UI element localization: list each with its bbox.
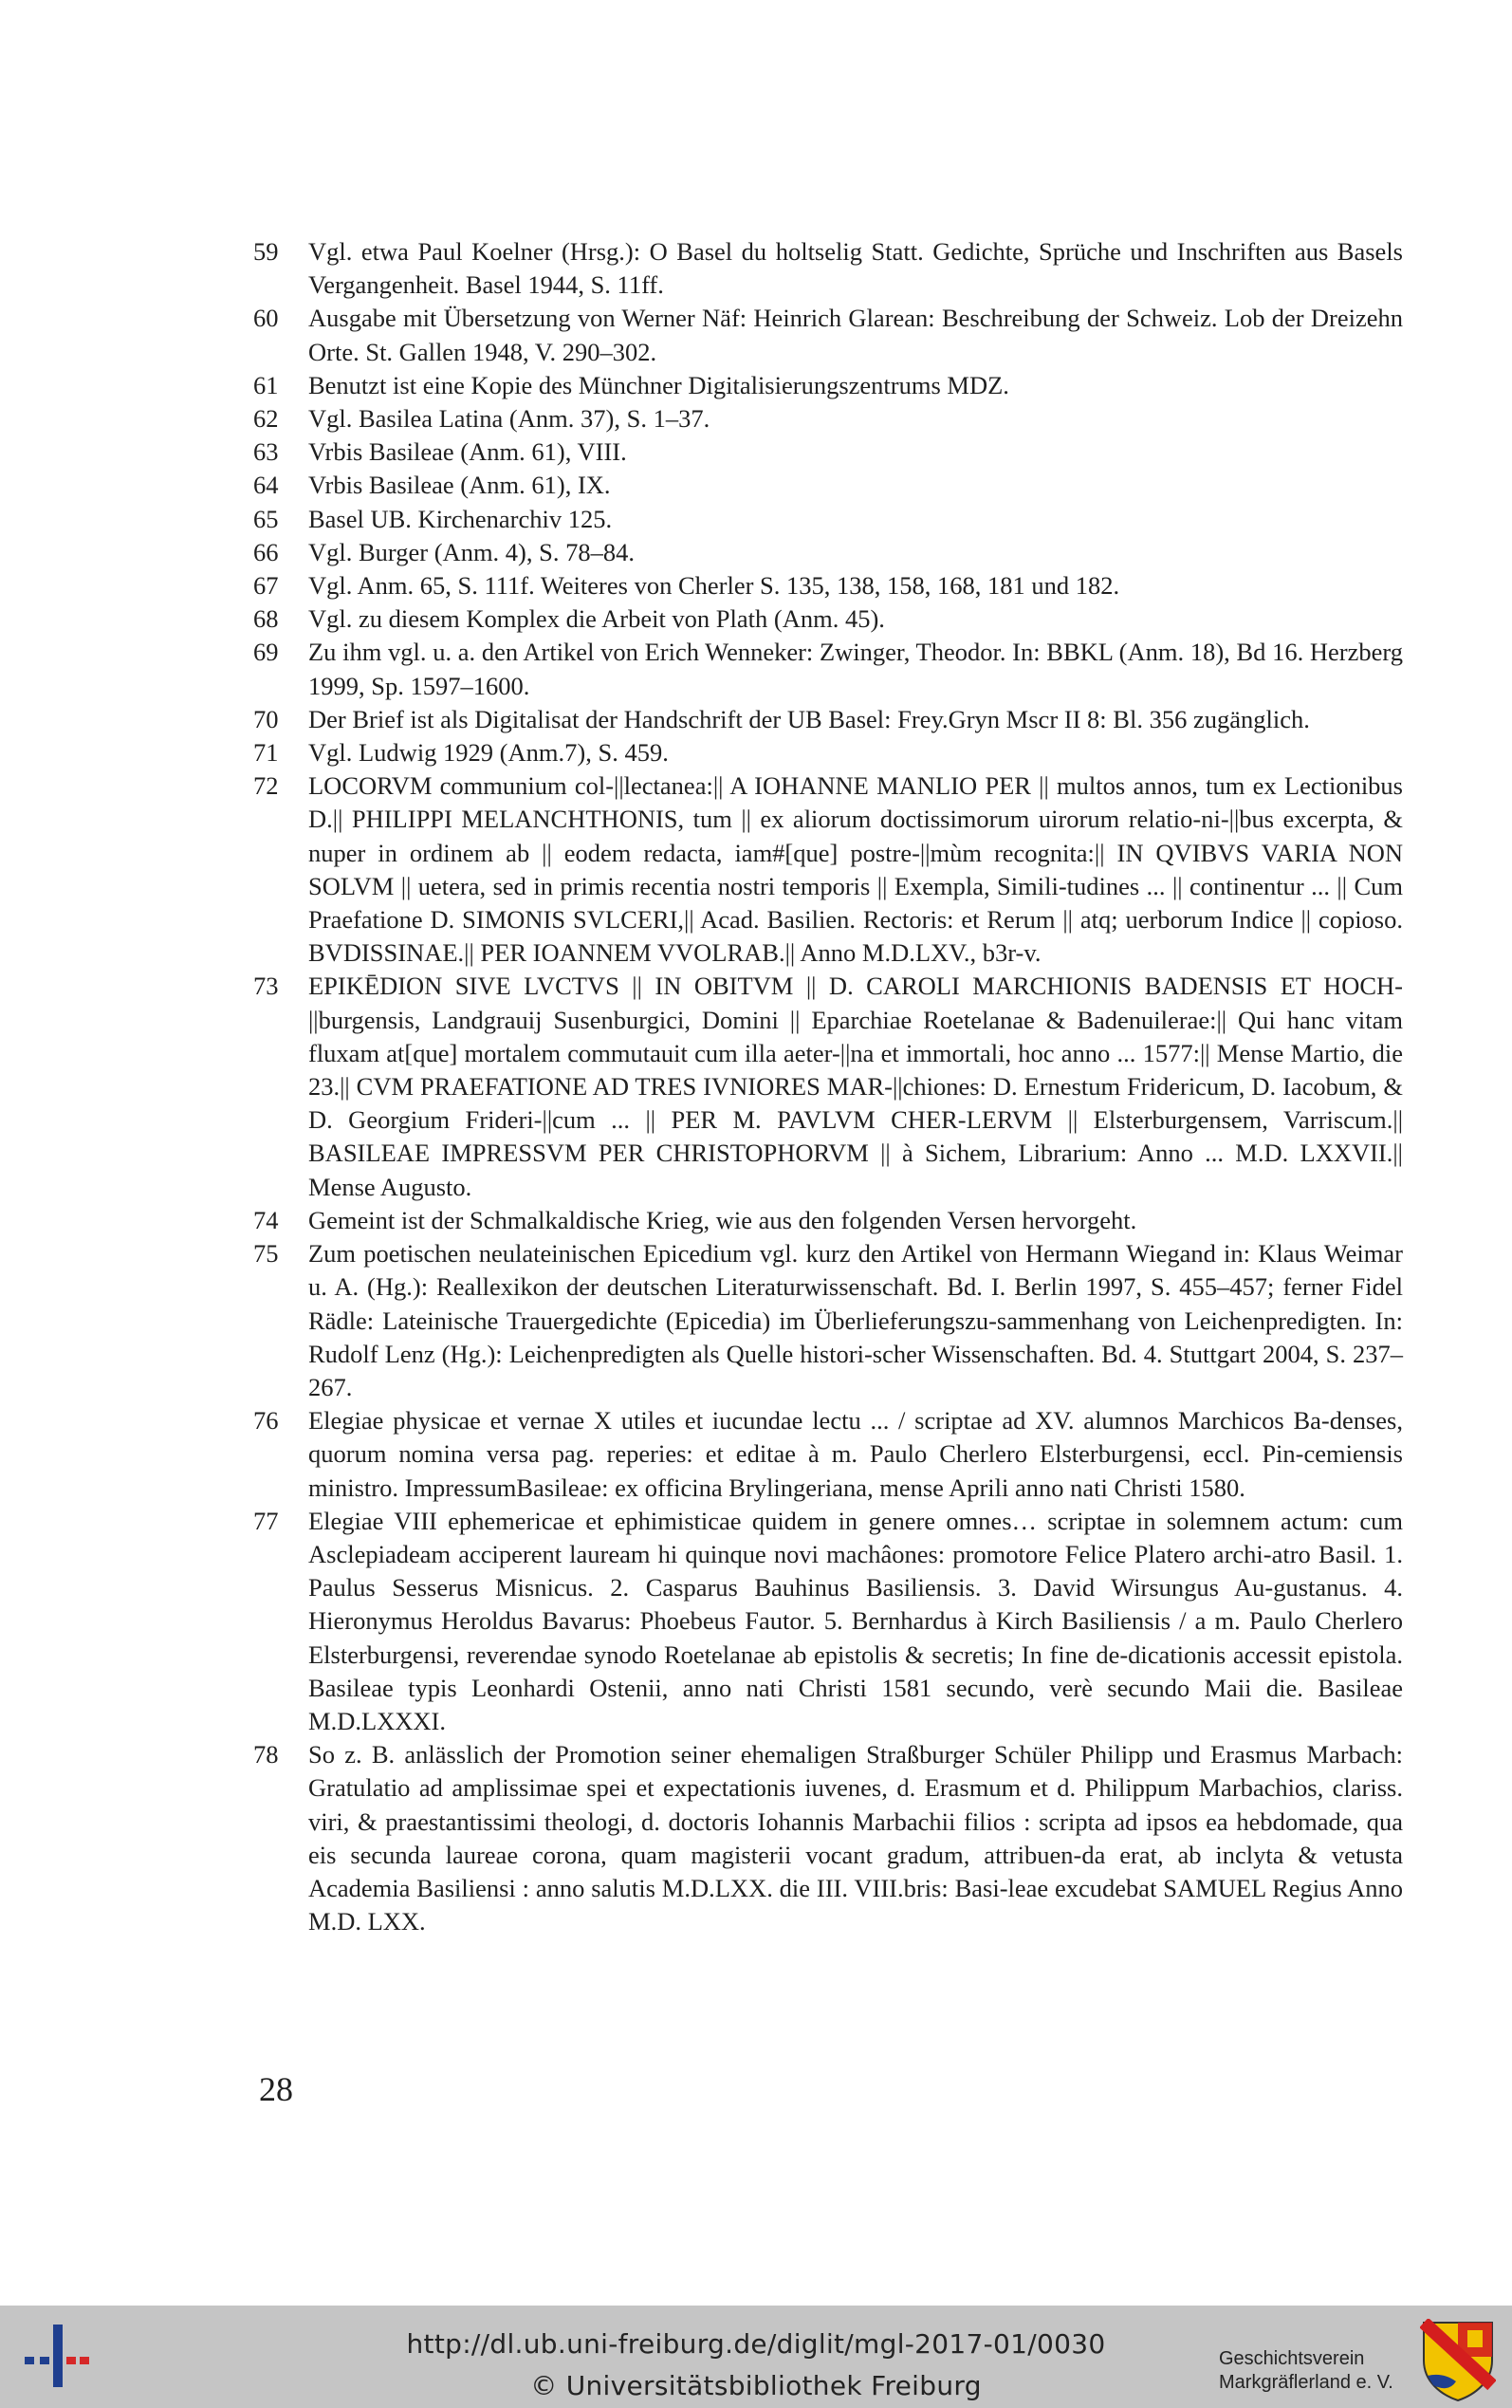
footnote-item bbox=[253, 636, 1403, 702]
footnote-item bbox=[253, 1404, 1403, 1505]
footnote-number: 65 bbox=[253, 504, 279, 533]
footnote-number: 60 bbox=[253, 304, 279, 333]
footnote-number: 69 bbox=[253, 638, 279, 667]
footnote-number: 73 bbox=[253, 972, 279, 1001]
footnote-number: 75 bbox=[253, 1239, 279, 1269]
footer-url-link[interactable]: http://dl.ub.uni-freiburg.de/diglit/mgl-2017-01/0030 bbox=[406, 2328, 1106, 2360]
footnote-text: Zu ihm vgl. u. a. den Artikel von Erich Wenneker: Zwinger, Theodor. In: BBKL (Anm. 18), Bd 16. Herzberg 1999, Sp. 1597–1600. bbox=[308, 638, 1403, 700]
organization-name bbox=[1219, 2347, 1393, 2395]
footnote-item bbox=[253, 736, 1403, 769]
footnote-item bbox=[253, 536, 1403, 569]
footnote-item bbox=[253, 469, 1403, 502]
footnote-item bbox=[253, 1204, 1403, 1237]
footnote-item bbox=[253, 503, 1403, 536]
footnote-item bbox=[253, 703, 1403, 736]
footnote-item bbox=[253, 769, 1403, 970]
footnote-number: 61 bbox=[253, 370, 279, 399]
footer-copyright: © Universitätsbibliothek Freiburg bbox=[530, 2370, 982, 2401]
footnote-number: 59 bbox=[253, 237, 279, 266]
footnote-number: 77 bbox=[253, 1506, 279, 1535]
footnote-item bbox=[253, 235, 1403, 302]
footnote-number: 68 bbox=[253, 604, 279, 634]
footnote-text: Vgl. zu diesem Komplex die Arbeit von Plath (Anm. 45). bbox=[308, 604, 885, 634]
footnote-text: Zum poetischen neulateinischen Epicedium vgl. kurz den Artikel von Hermann Wiegand in: Klaus Weimar u. A. (Hg.): Reallexikon der deutschen Literaturwissenschaft. Bd. I. Berlin 1997, S. 455–457; ferner Fidel Rädle: Lateinische Trauergedichte (Epicedia) im Überlieferungszu-sammenhang von Leichenpredigten. In: Rudolf Lenz (Hg.): Leichenpredigten als Quelle histori-scher Wissenschaften. Bd. 4. Stuttgart 2004, S. 237–267. bbox=[308, 1239, 1403, 1401]
footnote-text: Vgl. Burger (Anm. 4), S. 78–84. bbox=[308, 537, 635, 566]
footnote-number: 67 bbox=[253, 571, 279, 601]
footnote-number: 62 bbox=[253, 404, 279, 434]
footnote-text: Elegiae VIII ephemericae et ephimisticae quidem in genere omnes… scriptae in solemnem actum: cum Asclepiadeam acciperent lauream hi quinque novi machâones: promotore Felice Platero archi-atro Basil. 1. Paulus Sesserus Misnicus. 2. Casparus Bauhinus Basiliensis. 3. David Wirsungus Au-gustanus. 4. Hieronymus Heroldus Bavarus: Phoebeus Fautor. 5. Bernhardus à Kirch Basiliensis / a m. Paulo Cherlero Elsterburgensi, reverendae synodo Roetelanae ab epistolis & secretis; In fine de-dicationis accessit epistola. Basileae typis Leonhardi Ostenii, anno nati Christi 1581 secundo, verè secundo Maii die. Basileae M.D.LXXXI. bbox=[308, 1506, 1403, 1735]
footnote-item bbox=[253, 369, 1403, 402]
footnote-number: 70 bbox=[253, 704, 279, 733]
markgraeflerland-crest-icon bbox=[1420, 2319, 1496, 2402]
footnote-text: Vgl. Anm. 65, S. 111f. Weiteres von Cherler S. 135, 138, 158, 168, 181 und 182. bbox=[308, 571, 1120, 601]
footnotes-list bbox=[253, 235, 1403, 1938]
footnote-number: 74 bbox=[253, 1205, 279, 1234]
page-number: 28 bbox=[259, 2070, 293, 2108]
footnote-text: Vrbis Basileae (Anm. 61), IX. bbox=[308, 471, 611, 500]
footer-bar bbox=[0, 2306, 1512, 2408]
footnote-number: 76 bbox=[253, 1406, 279, 1436]
footnote-text: Ausgabe mit Übersetzung von Werner Näf: Heinrich Glarean: Beschreibung der Schweiz. Lob der Dreizehn Orte. St. Gallen 1948, V. 290–302. bbox=[308, 304, 1403, 366]
footnote-number: 63 bbox=[253, 437, 279, 467]
organization-name-line2: Markgräflerland e. V. bbox=[1219, 2372, 1393, 2393]
footnote-item bbox=[253, 970, 1403, 1203]
footnote-number: 66 bbox=[253, 537, 279, 566]
footnote-number: 64 bbox=[253, 471, 279, 500]
organization-name-line1: Geschichtsverein bbox=[1219, 2348, 1365, 2369]
footnote-text: Der Brief ist als Digitalisat der Handschrift der UB Basel: Frey.Gryn Mscr II 8: Bl. 356 zugänglich. bbox=[308, 704, 1310, 733]
footnote-text: LOCORVM communium col-||lectanea:|| A IOHANNE MANLIO PER || multos annos, tum ex Lectionibus D.|| PHILIPPI MELANCHTHONIS, tum || ex aliorum doctissimorum uirorum relatio-ni-||bus excerpta, & nuper in ordinem ab || eodem redacta, iam#[que] postre-||mùm recognita:|| IN QVIBVS VARIA NON SOLVM || uetera, sed in primis recentia nostri temporis || Exempla, Simili-tudines ... || continentur ... || Cum Praefatione D. SIMONIS SVLCERI,|| Acad. Basilien. Rectoris: et Rerum || atq; uerborum Indice || copioso. BVDISSINAE.|| PER IOANNEM VVOLRAB.|| Anno M.D.LXV., b3r-v. bbox=[308, 771, 1403, 968]
footnote-item bbox=[253, 435, 1403, 469]
footnote-item bbox=[253, 602, 1403, 636]
footnote-text: Vgl. etwa Paul Koelner (Hrsg.): O Basel du holtselig Statt. Gedichte, Sprüche und Inschriften aus Basels Vergangenheit. Basel 1944, S. 11ff. bbox=[308, 237, 1403, 300]
footnote-item bbox=[253, 302, 1403, 368]
footnote-text: EPIKĒDION SIVE LVCTVS || IN OBITVM || D. CAROLI MARCHIONIS BADENSIS ET HOCH-||burgensis, Landgrauij Susenburgici, Domini || Eparchiae Roetelanae & Badenuilerae:|| Qui hanc vitam fluxam at[que] mortalem commutauit cum illa aeter-||na et immortali, hoc anno ... 1577:|| Mense Martio, die 23.|| CVM PRAEFATIONE AD TRES IVNIORES MAR-||chiones: D. Ernestum Fridericum, D. Iacobum, & D. Georgium Frideri-||cum ... || PER M. PAVLVM CHER-LERVM || Elsterburgensem, Varriscum.|| BASILEAE IMPRESSVM PER CHRISTOPHORVM || à Sichem, Librarium: Anno ... M.D. LXXVII.|| Mense Augusto. bbox=[308, 972, 1403, 1201]
footnote-item bbox=[253, 402, 1403, 435]
footnote-number: 71 bbox=[253, 738, 279, 768]
footnote-number: 78 bbox=[253, 1740, 279, 1769]
footnote-number: 72 bbox=[253, 771, 279, 801]
footnote-text: So z. B. anlässlich der Promotion seiner ehemaligen Straßburger Schüler Philipp und Erasmus Marbach: Gratulatio ad amplissimae spei et expectationis iuvenes, d. Erasmum et d. Philippum Marbachios, clariss. viri, & praestantissimi theologi, d. doctoris Iohannis Marbachii filios : scripta ad ipsos ea hebdomade, qua eis secunda laureae corona, quam magisterii vocant gradum, attribuen-da erat, ab inclyta & vetusta Academia Basiliensi : anno salutis M.D.LXX. die III. VIII.bris: Basi-leae excudebat SAMUEL Regius Anno M.D. LXX. bbox=[308, 1740, 1403, 1936]
footnote-item bbox=[253, 569, 1403, 602]
footnote-item bbox=[253, 1237, 1403, 1404]
footnote-text: Vgl. Basilea Latina (Anm. 37), S. 1–37. bbox=[308, 404, 710, 434]
footnote-text: Elegiae physicae et vernae X utiles et iucundae lectu ... / scriptae ad XV. alumnos Marchicos Ba-denses, quorum nomina versa pag. reperies: et editae à m. Paulo Cherlero Elsterburgensi, eccl. Pin-cemiensis ministro. ImpressumBasileae: ex officina Brylingeriana, mense Aprili anno nati Christi 1580. bbox=[308, 1406, 1403, 1502]
footnote-text: Gemeint ist der Schmalkaldische Krieg, wie aus den folgenden Versen hervorgeht. bbox=[308, 1205, 1137, 1234]
footnote-text: Vgl. Ludwig 1929 (Anm.7), S. 459. bbox=[308, 738, 669, 768]
footnote-text: Basel UB. Kirchenarchiv 125. bbox=[308, 504, 613, 533]
footnote-text: Benutzt ist eine Kopie des Münchner Digitalisierungszentrums MDZ. bbox=[308, 370, 1009, 399]
footnote-item bbox=[253, 1505, 1403, 1738]
footnote-text: Vrbis Basileae (Anm. 61), VIII. bbox=[308, 437, 627, 467]
footnote-item bbox=[253, 1738, 1403, 1938]
